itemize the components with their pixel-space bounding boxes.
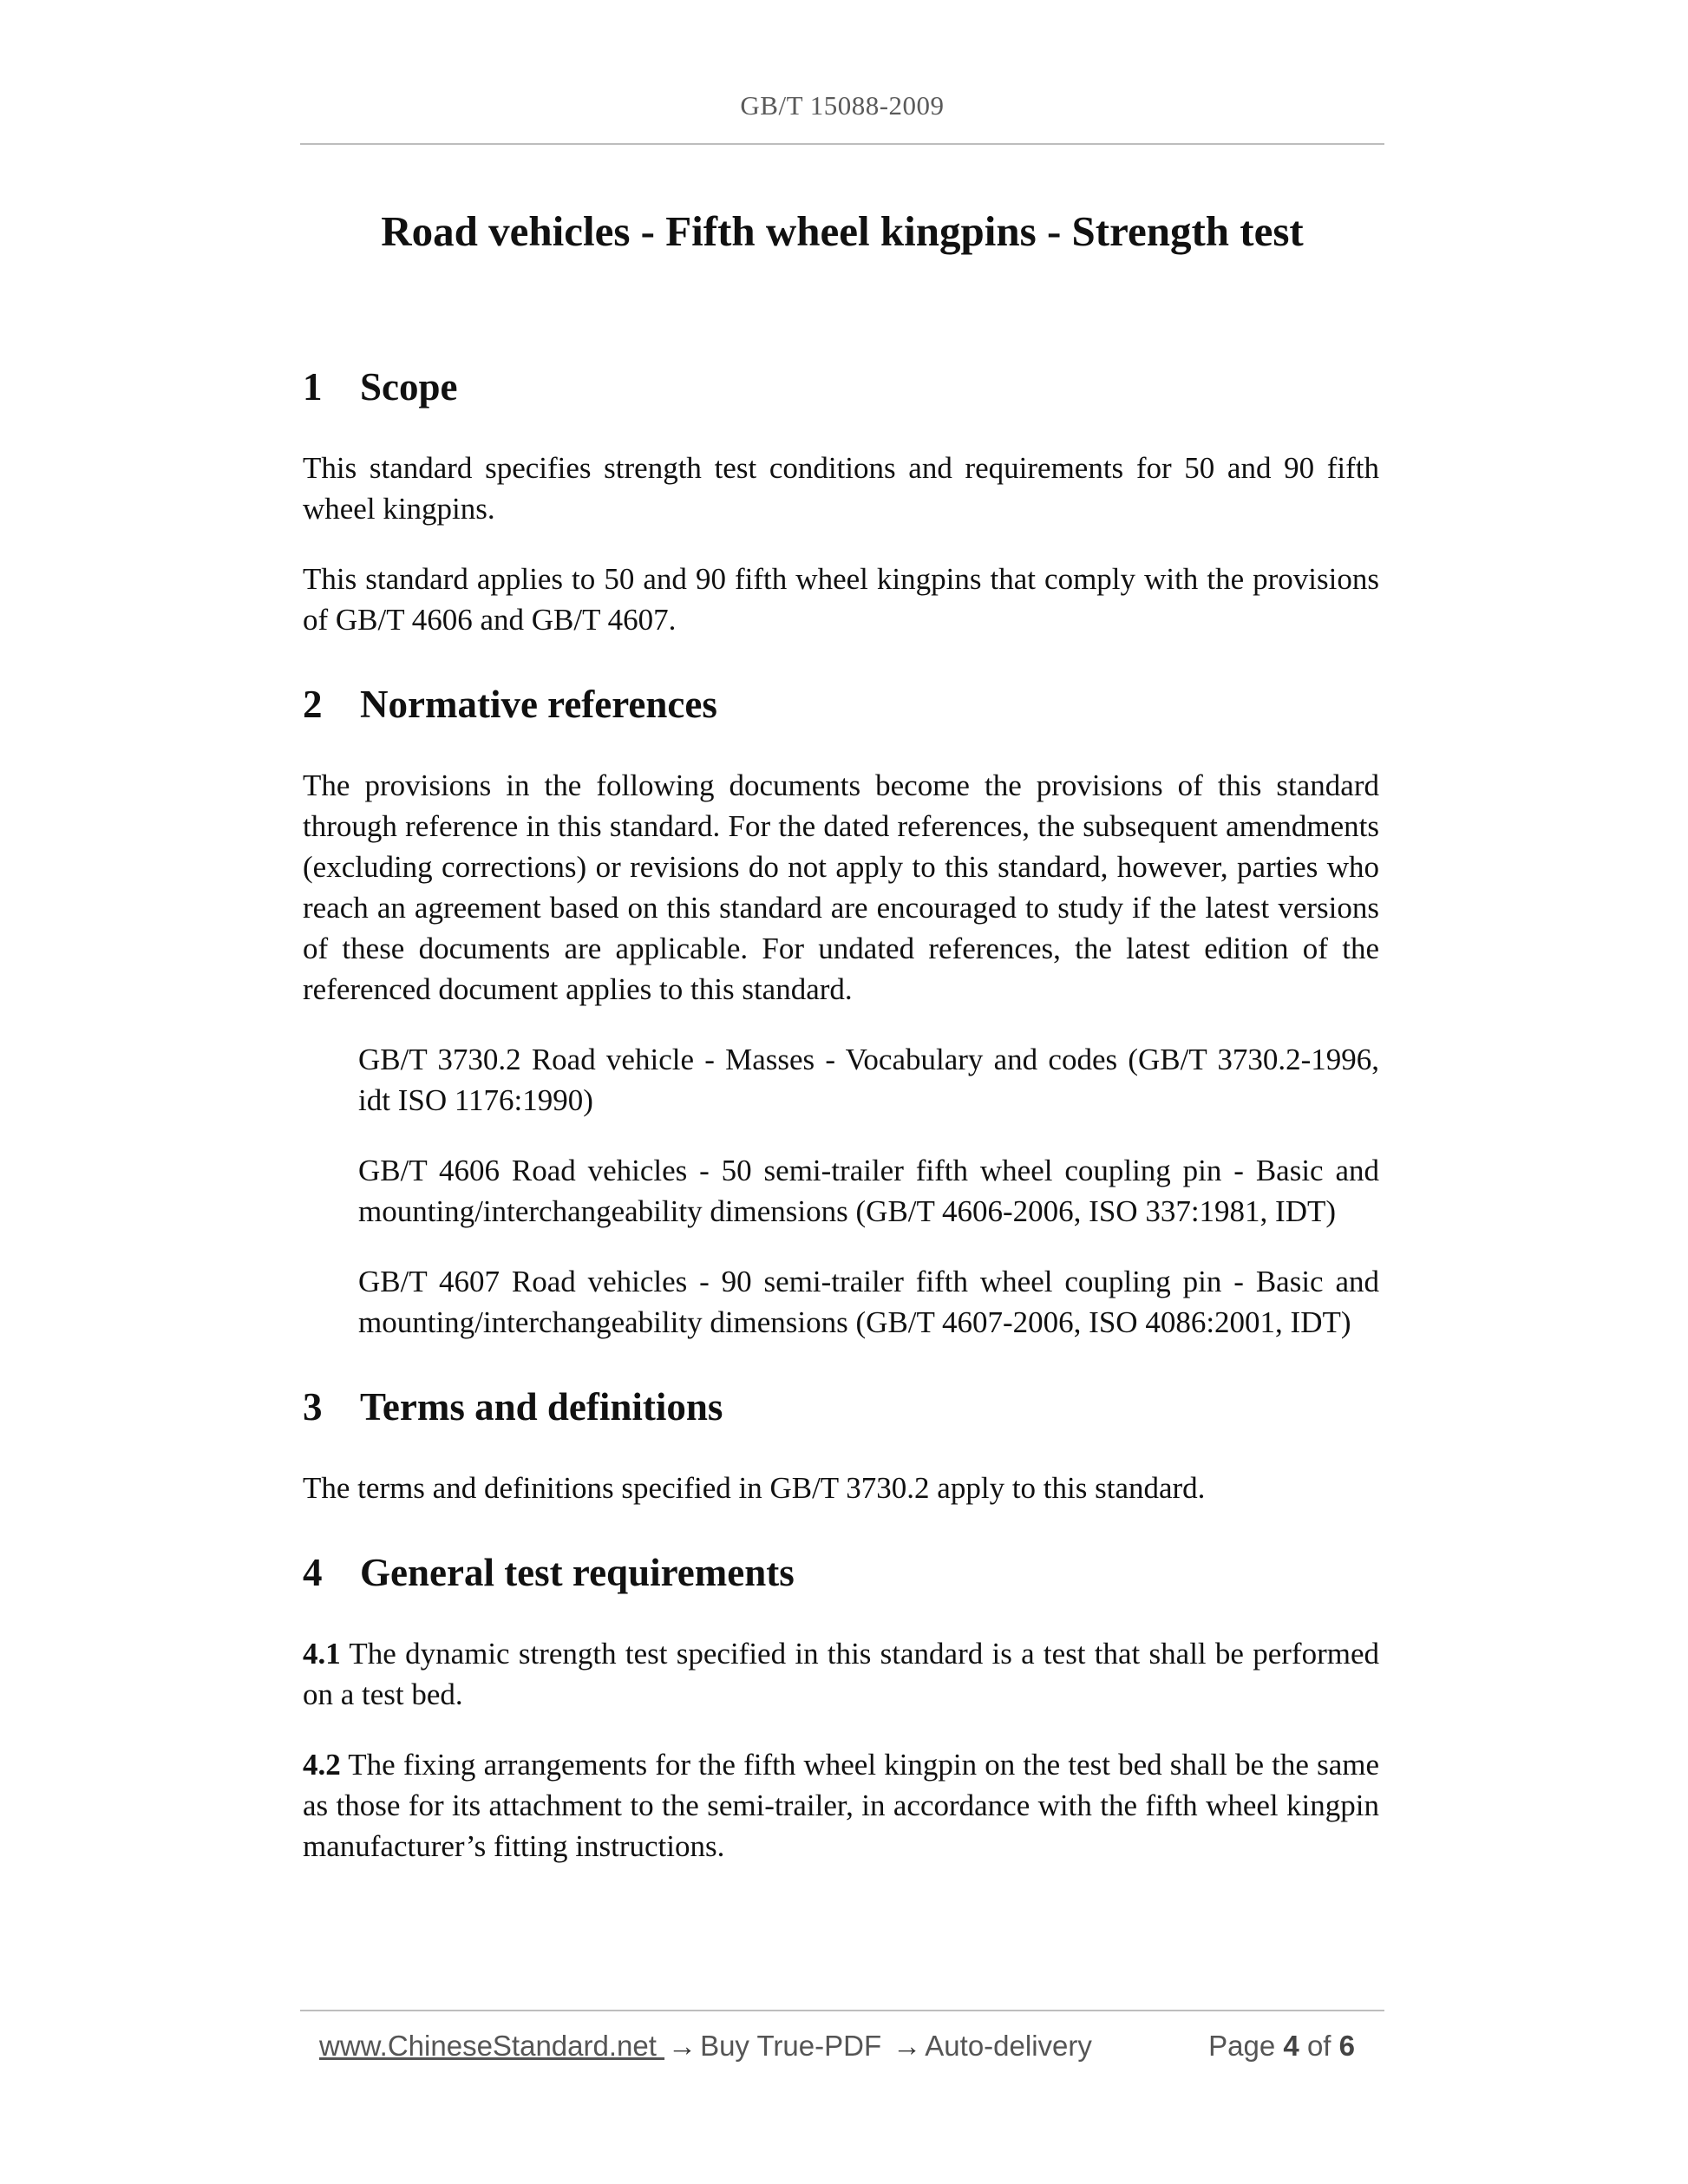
paragraph: The provisions in the following documents become the provisions of this standard through reference in this standard. For the dated references, the subsequent amendments (excluding corrections) or revisions do not apply to this standard, however, parties who reach an agreement based on this standard are encouraged to study if the latest versions of these documents are applicable. For undated references, the latest edition of the referenced document applies to this standard.: [303, 768, 1379, 1006]
section-title: General test requirements: [360, 1551, 795, 1594]
current-page-number: 4: [1283, 2030, 1299, 2062]
clause: [303, 1744, 1379, 1867]
footer-divider: [300, 2010, 1384, 2011]
document-title: Road vehicles - Fifth wheel kingpins - Strength test: [381, 207, 1304, 255]
page-indicator: [1208, 2030, 1355, 2063]
paragraph: This standard specifies strength test conditions and requirements for 50 and 90 fifth wheel kingpins.: [303, 451, 1379, 526]
paragraph: This standard applies to 50 and 90 fifth wheel kingpins that comply with the provisions of GB/T 4606 and GB/T 4607.: [303, 562, 1379, 637]
section-heading-scope: [303, 364, 1379, 409]
page-footer: [319, 2030, 1369, 2063]
reference-item: GB/T 3730.2 Road vehicle - Masses - Vocabulary and codes (GB/T 3730.2-1996, idt ISO 1176:1990): [358, 1043, 1379, 1117]
page-of-label: of: [1306, 2030, 1331, 2062]
clause-text: The fixing arrangements for the fifth wheel kingpin on the test bed shall be the same as those for its attachment to the semi-trailer, in accordance with the fifth wheel kingpin manufacturer’s fitting instructions.: [303, 1748, 1379, 1863]
document-body: [303, 364, 1379, 1867]
section-number: 2: [303, 683, 323, 726]
clause-number: 4.2: [303, 1748, 341, 1782]
arrow-right-icon: →: [668, 2030, 697, 2062]
page-label: Page: [1208, 2030, 1276, 2062]
section-number: 3: [303, 1385, 323, 1429]
section-number: 4: [303, 1551, 323, 1594]
reference-item: GB/T 4606 Road vehicles - 50 semi-trailer fifth wheel coupling pin - Basic and mounting/interchangeability dimensions (GB/T 4606-2006, ISO 337:1981, IDT): [358, 1154, 1379, 1228]
section-heading-terms-definitions: [303, 1384, 1379, 1429]
section-title: Scope: [360, 365, 458, 409]
clause: [303, 1633, 1379, 1715]
clause-number: 4.1: [303, 1637, 341, 1671]
header-divider: [300, 143, 1384, 145]
section-heading-normative-references: [303, 682, 1379, 727]
section-title: Terms and definitions: [360, 1385, 723, 1429]
paragraph: The terms and definitions specified in GB/T 3730.2 apply to this standard.: [303, 1471, 1206, 1505]
arrow-right-icon: →: [893, 2030, 922, 2062]
buy-pdf-text: Buy True-PDF: [700, 2030, 882, 2062]
site-link[interactable]: www.ChineseStandard.net: [319, 2030, 665, 2062]
section-heading-general-test-requirements: [303, 1550, 1379, 1595]
reference-item: GB/T 4607 Road vehicles - 90 semi-trailer fifth wheel coupling pin - Basic and mounting/interchangeability dimensions (GB/T 4607-2006, ISO 4086:2001, IDT): [358, 1265, 1379, 1339]
clause-text: The dynamic strength test specified in this standard is a test that shall be performed on a test bed.: [303, 1637, 1379, 1711]
running-header: GB/T 15088-2009: [740, 90, 945, 121]
section-number: 1: [303, 365, 323, 409]
section-title: Normative references: [360, 683, 717, 726]
total-pages-number: 6: [1338, 2030, 1355, 2062]
auto-delivery-text: Auto-delivery: [925, 2030, 1092, 2062]
